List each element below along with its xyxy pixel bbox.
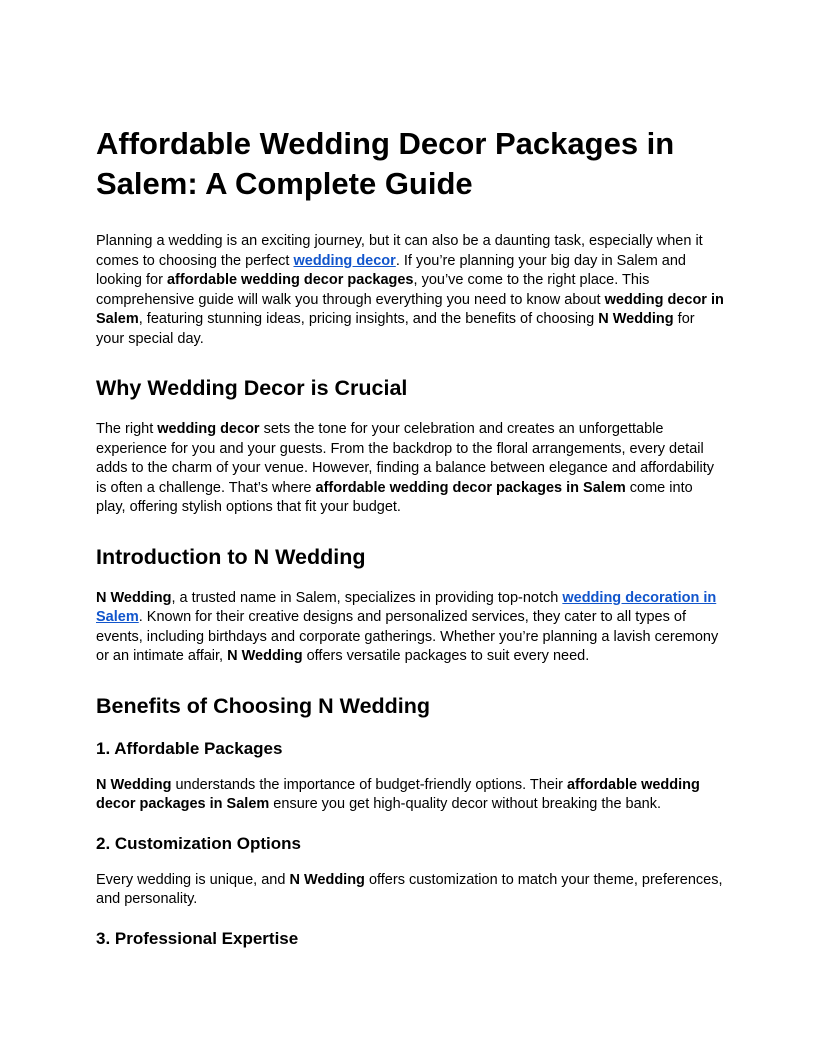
- wedding-decoration-link[interactable]: wedding decoration in Salem: [96, 589, 717, 625]
- bold-text: N Wedding: [96, 589, 172, 606]
- text-span: come into play, offering stylish options that fit your budget.: [96, 479, 693, 515]
- text-span: , featuring stunning ideas, pricing insights, and the benefits of choosing: [138, 311, 599, 327]
- bold-text: N Wedding: [96, 776, 172, 793]
- text-span: Every wedding is unique, and: [96, 871, 290, 888]
- document-page: [96, 124, 726, 966]
- section-heading-introduction: Introduction to N Wedding: [96, 544, 366, 569]
- customization-paragraph: [96, 871, 726, 910]
- text-span: offers versatile packages to suit every need.: [302, 648, 590, 664]
- bold-text: wedding decor in Salem: [96, 291, 724, 327]
- bold-text: affordable wedding decor packages: [166, 272, 414, 288]
- section-heading-why: Why Wedding Decor is Crucial: [96, 376, 408, 400]
- introduction-paragraph: [96, 589, 726, 667]
- intro-paragraph: [96, 232, 726, 349]
- bold-text: N Wedding: [289, 871, 365, 888]
- text-span: ensure you get high-quality decor without breaking the bank.: [269, 796, 662, 812]
- section-heading-benefits: Benefits of Choosing N Wedding: [96, 693, 431, 718]
- text-span: Planning a wedding is an exciting journey, but it can also be a daunting task, especially when it comes to choosing the perfect: [96, 233, 703, 269]
- text-span: offers customization to match your theme, preferences, and personality.: [96, 871, 723, 907]
- subheading-customization-options: 2. Customization Options: [96, 833, 301, 853]
- subheading-professional-expertise: 3. Professional Expertise: [96, 928, 299, 948]
- bold-text: N Wedding: [598, 311, 674, 327]
- text-span: . Known for their creative designs and personalized services, they cater to all types of events, including birthdays and corporate gatherings. Whether you’re planning a lavish ceremony or an intimate affair,: [96, 609, 719, 664]
- page-title: Affordable Wedding Decor Packages in Salem: A Complete Guide: [96, 126, 675, 201]
- bold-text: affordable wedding decor packages in Salem: [315, 479, 626, 496]
- text-span: , a trusted name in Salem, specializes in providing top-notch: [171, 589, 563, 606]
- text-span: for your special day.: [96, 311, 695, 347]
- affordable-packages-paragraph: [96, 776, 726, 815]
- text-span: understands the importance of budget-friendly options. Their: [171, 776, 567, 793]
- why-paragraph: [96, 420, 726, 518]
- bold-text: affordable wedding decor packages in Salem: [96, 776, 700, 812]
- text-span: , you’ve come to the right place. This comprehensive guide will walk you through everything you need to know about: [96, 272, 650, 308]
- text-span: . If you’re planning your big day in Salem and looking for: [96, 252, 686, 288]
- text-span: The right: [96, 421, 158, 437]
- subheading-affordable-packages: 1. Affordable Packages: [96, 738, 283, 758]
- bold-text: N Wedding: [227, 648, 303, 664]
- text-span: sets the tone for your celebration and creates an unforgettable experience for you and your guests. From the backdrop to the floral arrangements, every detail adds to the charm of your venue. However, finding a balance between elegance and affordability is often a challenge. That’s where: [96, 421, 714, 496]
- wedding-decor-link[interactable]: wedding decor: [293, 252, 396, 269]
- bold-text: wedding decor: [157, 421, 260, 437]
